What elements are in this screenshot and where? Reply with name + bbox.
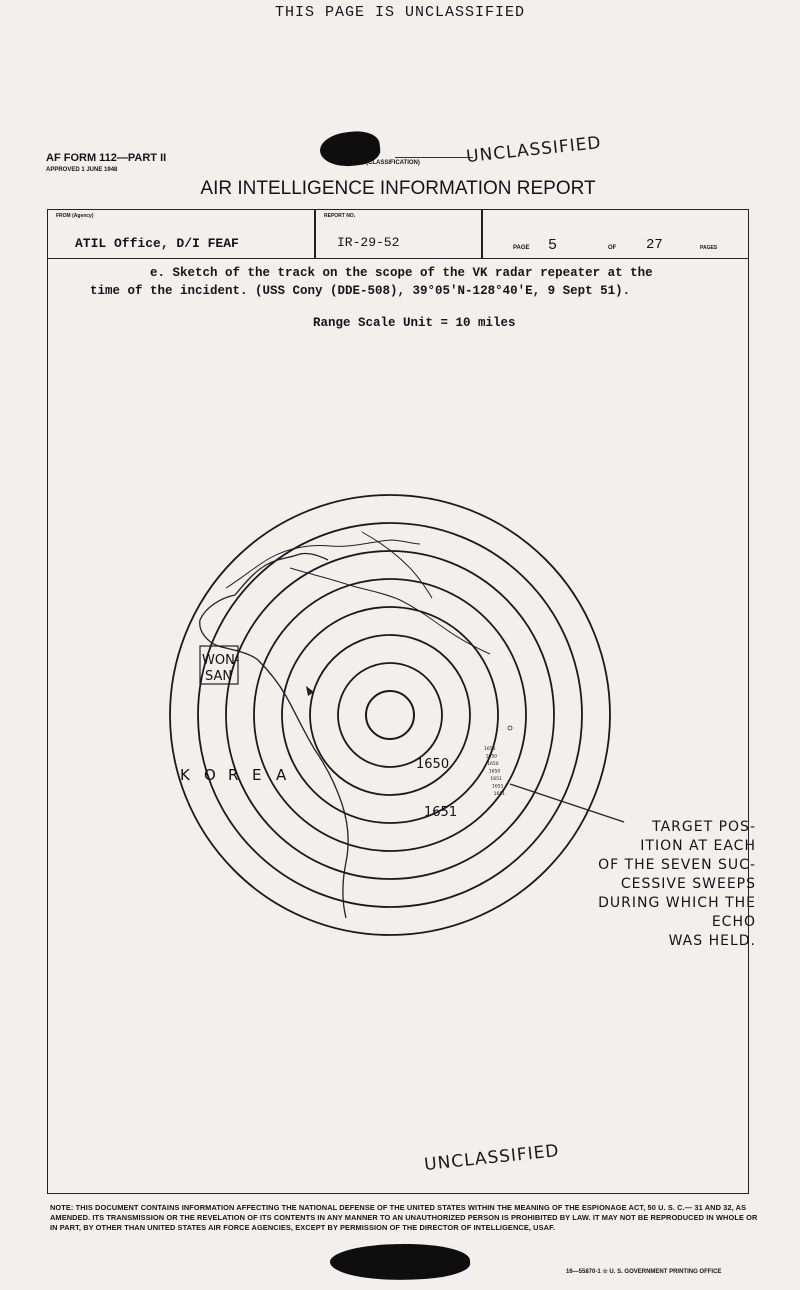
inland-ridge xyxy=(226,540,420,588)
target-note-line: ITION AT EACH xyxy=(640,838,756,854)
target-position-note xyxy=(556,818,756,951)
coast-inlet xyxy=(362,532,432,598)
sweep-position-label: 1651 xyxy=(490,777,502,782)
target-mark xyxy=(508,726,512,730)
from-caption: FROM (Agency) xyxy=(56,213,94,219)
range-ring xyxy=(226,551,554,879)
range-ring xyxy=(170,495,610,935)
sketch-caption-line-1: e. Sketch of the track on the scope of the VK radar repeater at the xyxy=(150,266,653,280)
report-title: AIR INTELLIGENCE INFORMATION REPORT xyxy=(200,178,596,199)
sweep-position-label: 1651 xyxy=(492,784,504,790)
from-agency-value: ATIL Office, D/I FEAF xyxy=(75,236,239,251)
form-approved-date: APPROVED 1 JUNE 1948 xyxy=(46,167,118,173)
espionage-act-notice xyxy=(50,1203,760,1233)
unclassified-stamp-top: UNCLASSIFIED xyxy=(465,132,603,168)
target-sweep-marks xyxy=(484,726,512,797)
range-ring xyxy=(254,579,526,851)
note-label: NOTE: xyxy=(50,1203,74,1212)
sketch-caption-line-2: time of the incident. (USS Cony (DDE-508), 39°05'N-128°40'E, 9 Sept 51). xyxy=(90,284,631,298)
range-ring xyxy=(282,607,498,823)
time-label-1650: 1650 xyxy=(416,757,450,772)
page-caption: PAGE xyxy=(513,245,530,251)
range-scale-label: Range Scale Unit = 10 miles xyxy=(313,316,516,330)
sweep-position-label: 1650 xyxy=(488,769,501,775)
range-rings xyxy=(170,495,610,935)
sweep-position-label: 1651 xyxy=(493,792,506,797)
target-note-line: CESSIVE SWEEPS xyxy=(620,876,756,892)
target-note-line: OF THE SEVEN SUC- xyxy=(598,857,756,873)
report-no-caption: REPORT NO. xyxy=(324,213,356,219)
korea-letter: O xyxy=(204,766,216,784)
korea-letter: K xyxy=(180,766,190,784)
unclassified-stamp-bottom: UNCLASSIFIED xyxy=(423,1140,561,1176)
korea-letter: A xyxy=(276,766,287,784)
sweep-position-label: 1650 xyxy=(484,747,496,752)
report-number-value: IR-29-52 xyxy=(337,235,400,250)
target-note-line: WAS HELD. xyxy=(668,933,756,949)
page-number-value: 5 xyxy=(548,237,558,254)
korea-letter: R xyxy=(228,766,239,784)
header-divider xyxy=(481,210,483,258)
range-ring xyxy=(338,663,442,767)
total-pages-value: 27 xyxy=(646,237,663,253)
header-divider xyxy=(314,210,316,258)
classification-underline xyxy=(395,157,473,158)
classification-banner: THIS PAGE IS UNCLASSIFIED xyxy=(274,4,526,21)
wonsan-label-2: SAN xyxy=(205,669,233,684)
redaction-mark xyxy=(329,1242,470,1283)
range-ring xyxy=(198,523,582,907)
printer-mark: 16—55870-1 ☆ U. S. GOVERNMENT PRINTING OFFICE xyxy=(566,1269,722,1275)
sweep-position-label: 1650 xyxy=(485,754,498,760)
target-note-line: DURING WHICH THE ECHO xyxy=(598,895,756,930)
report-header-box xyxy=(47,209,749,259)
sweep-position-label: 1650 xyxy=(487,762,499,767)
classification-label: (CLASSIFICATION) xyxy=(366,160,420,166)
korea-letter: E xyxy=(252,766,262,784)
time-label-1651: 1651 xyxy=(424,805,458,820)
river-line xyxy=(290,568,490,654)
target-note-line: TARGET POS- xyxy=(652,819,756,835)
pages-caption: PAGES xyxy=(700,245,718,251)
range-ring xyxy=(366,691,414,739)
wonsan-label-1: WON- xyxy=(202,653,240,668)
note-text: THIS DOCUMENT CONTAINS INFORMATION AFFECTING THE NATIONAL DEFENSE OF THE UNITED STATES WITHIN THE MEANING OF THE ESPIONAGE ACT, 50 U. S. C.— 31 AND 32, AS AMENDED. ITS TRANSMISSION OR THE REVELATION OF ITS CONTENTS IN ANY MANNER TO AN UNAUTHORIZED PERSON IS PROHIBITED BY LAW. IT MAY NOT BE REPRODUCED IN WHOLE OR IN PART, BY OTHER THAN UNITED STATES AIR FORCE AGENCIES, EXCEPT BY PERMISSION OF THE DIRECTOR OF INTELLIGENCE, USAF. xyxy=(50,1203,758,1232)
form-id: AF FORM 112—PART II xyxy=(46,152,167,164)
of-caption: OF xyxy=(608,245,617,251)
